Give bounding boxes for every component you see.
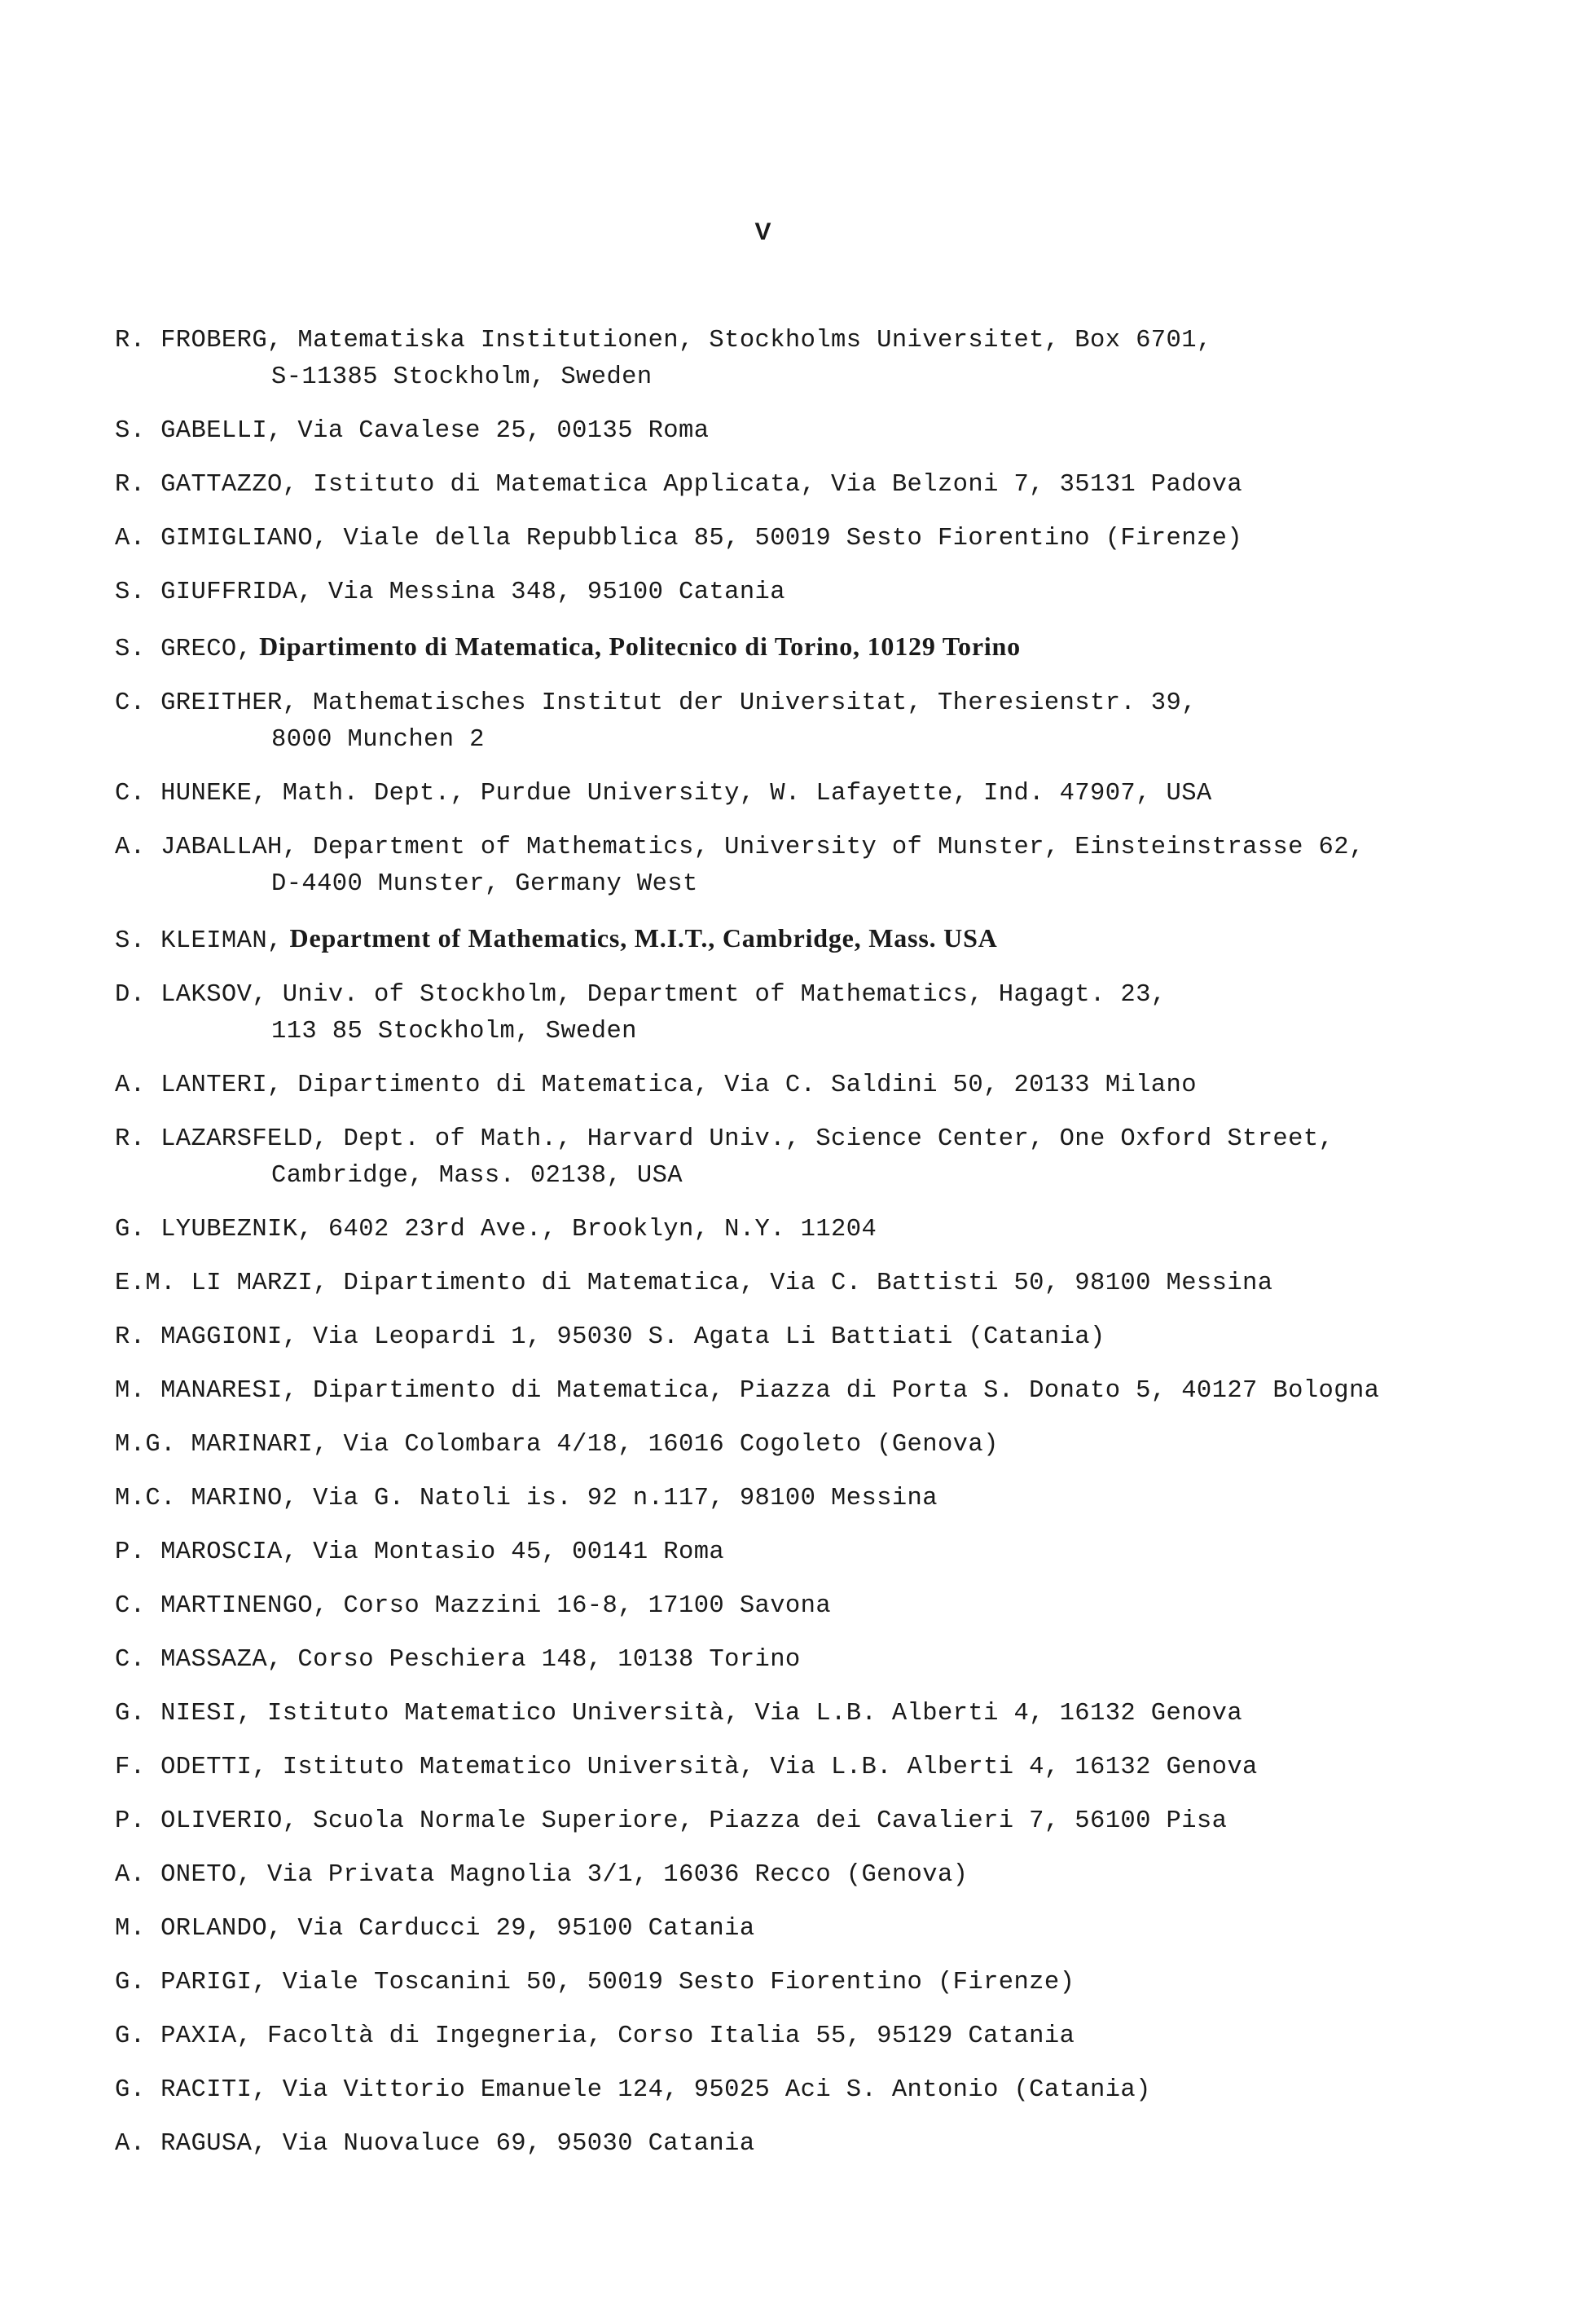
participant-entry (115, 977, 1565, 1050)
participant-entry (115, 628, 1565, 668)
participant-address: Scuola Normale Superiore, Piazza dei Cavalieri 7, 56100 Pisa (297, 1807, 1228, 1835)
participant-entry (115, 574, 1565, 611)
participant-address: Mathematisches Institut der Universitat, Theresienstr. 39, (297, 689, 1197, 717)
participant-entry (115, 1965, 1565, 2001)
participant-address: Via Carducci 29, 95100 Catania (282, 1915, 755, 1943)
participant-address: Dipartimento di Matematica, Via C. Battisti 50, 98100 Messina (327, 1270, 1273, 1297)
participant-entry (115, 1067, 1565, 1104)
participant-address: Via Leopardi 1, 95030 S. Agata Li Battiati (Catania) (297, 1323, 1105, 1351)
participant-name: M. MANARESI, (115, 1377, 298, 1405)
participant-address-continuation: 113 85 Stockholm, Sweden (271, 1018, 637, 1045)
participant-entry (115, 1265, 1565, 1302)
participant-name: A. RAGUSA, (115, 2130, 268, 2158)
participant-name: G. PAXIA, (115, 2022, 253, 2050)
participant-entry (115, 776, 1565, 812)
participant-entry (115, 413, 1565, 450)
participant-address: Matematiska Institutionen, Stockholms Universitet, Box 6701, (282, 327, 1212, 354)
participant-entry (115, 1427, 1565, 1464)
participant-address: Dipartimento di Matematica, Via C. Saldini 50, 20133 Milano (282, 1072, 1197, 1099)
participant-entry (115, 1857, 1565, 1894)
participant-name: S. GRECO, (115, 636, 253, 663)
participant-name: S. GIUFFRIDA, (115, 579, 314, 606)
participant-name: R. GATTAZZO, (115, 471, 298, 499)
participant-name: C. HUNEKE, (115, 780, 268, 808)
participant-name: A. GIMIGLIANO, (115, 525, 328, 552)
participant-address: Istituto di Matematica Applicata, Via Belzoni 7, 35131 Padova (297, 471, 1243, 499)
participant-entry (115, 1911, 1565, 1948)
participant-name: S. GABELLI, (115, 417, 283, 445)
participant-name: A. JABALLAH, (115, 834, 298, 861)
participant-address: Istituto Matematico Università, Via L.B. Alberti 4, 16132 Genova (267, 1754, 1258, 1781)
participant-address: Math. Dept., Purdue University, W. Lafayette, Ind. 47907, USA (267, 780, 1212, 808)
participant-entry (115, 2126, 1565, 2163)
participant-name: R. MAGGIONI, (115, 1323, 298, 1351)
participant-address: Dipartimento di Matematica, Piazza di Porta S. Donato 5, 40127 Bologna (297, 1377, 1380, 1405)
participant-entry (115, 685, 1565, 759)
participant-name: P. MAROSCIA, (115, 1538, 298, 1566)
participant-entry (115, 1642, 1565, 1679)
participant-entry (115, 467, 1565, 504)
participant-address: Via Nuovaluce 69, 95030 Catania (267, 2130, 755, 2158)
participant-name: F. ODETTI, (115, 1754, 268, 1781)
participant-entry (115, 1121, 1565, 1195)
participant-name: A. LANTERI, (115, 1072, 283, 1099)
participant-address-continuation: 8000 Munchen 2 (271, 726, 485, 754)
participant-name: C. MASSAZA, (115, 1646, 283, 1674)
participant-address: Univ. of Stockholm, Department of Mathematics, Hagagt. 23, (267, 981, 1167, 1009)
participant-name: G. PARIGI, (115, 1969, 268, 1996)
participant-entry (115, 830, 1565, 903)
participant-name: C. GREITHER, (115, 689, 298, 717)
participant-name: M.G. MARINARI, (115, 1431, 328, 1459)
participant-entry (115, 323, 1565, 396)
participant-name: S. KLEIMAN, (115, 927, 283, 955)
participant-entry (115, 1534, 1565, 1571)
participant-entry (115, 1588, 1565, 1625)
participant-address: Dipartimento di Matematica, Politecnico di Torino, 10129 Torino (252, 632, 1021, 661)
participant-entry (115, 1319, 1565, 1356)
participant-name: G. LYUBEZNIK, (115, 1216, 314, 1243)
participant-name: R. FROBERG, (115, 327, 283, 354)
participant-name: A. ONETO, (115, 1861, 253, 1889)
participant-entry (115, 1212, 1565, 1248)
participant-address: 6402 23rd Ave., Brooklyn, N.Y. 11204 (313, 1216, 877, 1243)
participant-address-continuation: S-11385 Stockholm, Sweden (271, 363, 653, 391)
participant-address: Corso Peschiera 148, 10138 Torino (282, 1646, 801, 1674)
participant-address: Department of Mathematics, University of Munster, Einsteinstrasse 62, (297, 834, 1365, 861)
participant-name: R. LAZARSFELD, (115, 1125, 328, 1153)
participant-address: Via Colombara 4/18, 16016 Cogoleto (Genova) (327, 1431, 999, 1459)
participant-name: G. NIESI, (115, 1700, 253, 1728)
participant-entry (115, 1750, 1565, 1786)
participant-address: Department of Mathematics, M.I.T., Cambridge, Mass. USA (282, 923, 998, 953)
participant-address: Via Messina 348, 95100 Catania (313, 579, 785, 606)
participant-address: Facoltà di Ingegneria, Corso Italia 55, 95129 Catania (252, 2022, 1075, 2050)
participant-address: Via Cavalese 25, 00135 Roma (282, 417, 710, 445)
participant-name: D. LAKSOV, (115, 981, 268, 1009)
participant-address: Istituto Matematico Università, Via L.B. Alberti 4, 16132 Genova (252, 1700, 1243, 1728)
participant-address: Via Vittorio Emanuele 124, 95025 Aci S. Antonio (Catania) (267, 2076, 1151, 2104)
participant-entry (115, 1696, 1565, 1732)
participant-address: Viale della Repubblica 85, 50019 Sesto Fiorentino (Firenze) (327, 525, 1243, 552)
participant-address: Corso Mazzini 16-8, 17100 Savona (327, 1592, 832, 1620)
participant-entry (115, 1803, 1565, 1840)
participant-entry (115, 2018, 1565, 2055)
participant-address: Viale Toscanini 50, 50019 Sesto Fiorentino (Firenze) (267, 1969, 1075, 1996)
participant-list (115, 323, 1565, 2180)
participant-name: C. MARTINENGO, (115, 1592, 328, 1620)
participant-name: M. ORLANDO, (115, 1915, 283, 1943)
participant-entry (115, 1373, 1565, 1410)
page-number: V (754, 218, 771, 245)
participant-address: Via Montasio 45, 00141 Roma (297, 1538, 725, 1566)
participant-address: Via G. Natoli is. 92 n.117, 98100 Messina (297, 1485, 938, 1512)
participant-entry (115, 1481, 1565, 1517)
participant-name: G. RACITI, (115, 2076, 268, 2104)
participant-entry (115, 920, 1565, 960)
participant-entry (115, 521, 1565, 557)
participant-name: E.M. LI MARZI, (115, 1270, 328, 1297)
participant-address: Via Privata Magnolia 3/1, 16036 Recco (Genova) (252, 1861, 969, 1889)
participant-name: P. OLIVERIO, (115, 1807, 298, 1835)
participant-name: M.C. MARINO, (115, 1485, 298, 1512)
participant-entry (115, 2072, 1565, 2109)
participant-address: Dept. of Math., Harvard Univ., Science Center, One Oxford Street, (327, 1125, 1334, 1153)
participant-address-continuation: Cambridge, Mass. 02138, USA (271, 1162, 683, 1190)
participant-address-continuation: D-4400 Munster, Germany West (271, 870, 698, 898)
